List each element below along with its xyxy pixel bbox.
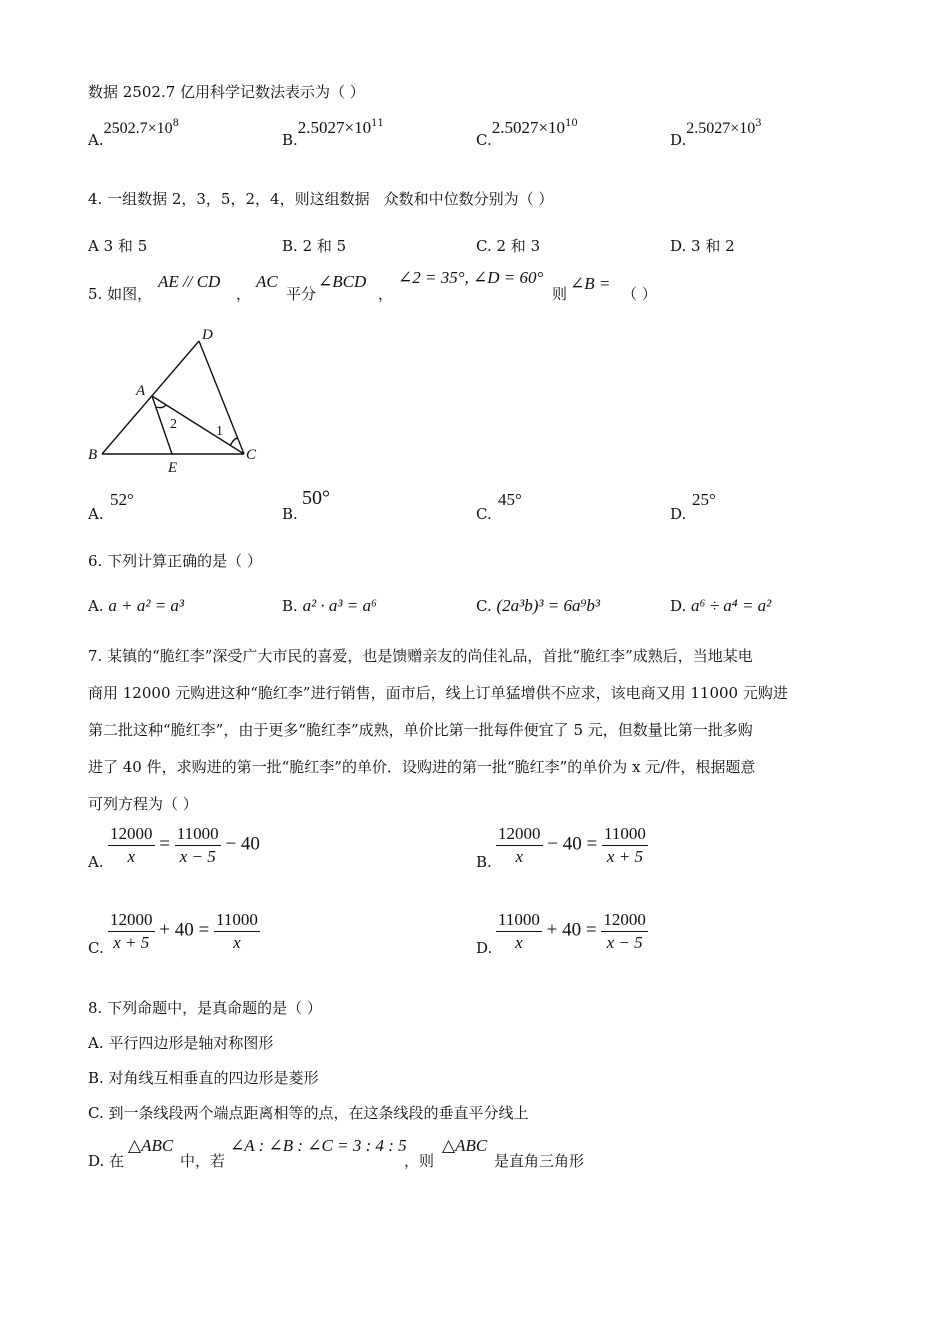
q8-stem: 8. 下列命题中，是真命题的是（ ） xyxy=(88,999,322,1017)
q8-option-d-tail: 是直角三角形 xyxy=(494,1152,585,1170)
label-b: B xyxy=(88,447,98,463)
q8-option-d-triangle-1: △ABC xyxy=(128,1136,174,1155)
q5-option-c-label: C. xyxy=(476,505,492,523)
q8-option-d-prefix: D. 在 xyxy=(88,1152,125,1170)
q5-option-d: 25° xyxy=(692,490,716,509)
q7-line-5: 可列方程为（ ） xyxy=(88,795,198,813)
q4-option-b: B. 2 和 5 xyxy=(282,237,347,255)
q8-option-c: C. 到一条线段两个端点距离相等的点，在这条线段的垂直平分线上 xyxy=(88,1104,529,1122)
q7-line-2: 商用 12000 元购进这种“脆红李”进行销售，面市后，线上订单猛增供不应求，该电商又用 11000 元购进 xyxy=(88,684,788,702)
q5-then: 则 xyxy=(552,285,568,303)
q5-ac: AC xyxy=(256,272,278,291)
q7-line-1: 7. 某镇的“脆红李”深受广大市民的喜爱，也是馈赠亲友的尚佳礼品，首批“脆红李”成熟后，当地某电 xyxy=(88,647,753,665)
q5-bisect: 平分 xyxy=(286,285,317,303)
q5-bcd: ∠BCD xyxy=(318,272,367,291)
q7-option-c-label: C. xyxy=(88,939,104,957)
q5-option-a-label: A. xyxy=(88,505,104,523)
q7-option-c: $\frac{12000}{x + 5}$ + 40 = $\frac{11000}{x}$ xyxy=(110,910,258,952)
q4-option-a: A 3 和 5 xyxy=(88,237,148,255)
q5-stem: 5. 如图， xyxy=(88,285,153,303)
q5-b-eq: ∠B = xyxy=(570,274,611,293)
q8-option-d-mid: 中，若 xyxy=(180,1152,226,1170)
q6-option-a: A. a + a² = a³ xyxy=(88,596,185,615)
label-angle-1: 1 xyxy=(216,424,223,439)
q4-option-d: D. 3 和 2 xyxy=(670,237,735,255)
q6-option-c: C. (2a³b)³ = 6a⁹b³ xyxy=(476,596,600,615)
q5-sep: ， xyxy=(236,285,252,303)
segment-bd xyxy=(102,341,199,454)
q8-option-d-then: ，则 xyxy=(404,1152,435,1170)
q3-option-d: $D.2.5027\times 10^3$ xyxy=(670,118,762,149)
q8-option-d-ratio: ∠A : ∠B : ∠C = 3 : 4 : 5 xyxy=(230,1136,407,1155)
q5-sep2: ， xyxy=(378,285,394,303)
q7-line-4: 进了 40 件，求购进的第一批“脆红李”的单价．设购进的第一批“脆红李”的单价为 x 元/件，根据题意 xyxy=(88,758,756,776)
q7-option-a-label: A. xyxy=(88,853,104,871)
label-angle-2: 2 xyxy=(170,417,177,432)
q7-line-3: 第二批这种“脆红李”，由于更多“脆红李”成熟，单价比第一批每件便宜了 5 元，但数量比第一批多购 xyxy=(88,721,753,739)
label-e: E xyxy=(168,460,178,476)
q7-option-b-label: B. xyxy=(476,853,492,871)
q3-option-b: $B.2.5027\times 10^{11}$ xyxy=(282,118,384,149)
label-a: A xyxy=(136,383,146,399)
q4-stem: 4. 一组数据 2，3，5，2，4，则这组数据 众数和中位数分别为（ ） xyxy=(88,190,554,208)
q5-option-d-label: D. xyxy=(670,505,687,523)
q6-option-d: D. a⁶ ÷ a⁴ = a² xyxy=(670,596,772,615)
q5-paren: （ ） xyxy=(622,285,657,303)
angle-arc-1 xyxy=(230,438,238,446)
segment-ae xyxy=(152,396,172,454)
q5-cond-angles: ∠2 = 35°, ∠D = 60° xyxy=(398,268,544,287)
q4-option-c: C. 2 和 3 xyxy=(476,237,541,255)
q5-cond-parallel: AE // CD xyxy=(158,272,221,291)
q5-triangle-figure xyxy=(84,320,274,480)
q5-option-c: 45° xyxy=(498,490,522,509)
label-d: D xyxy=(202,327,213,343)
q6-stem: 6. 下列计算正确的是（ ） xyxy=(88,552,262,570)
angle-arc-2 xyxy=(157,405,167,408)
q8-option-d-triangle-2: △ABC xyxy=(442,1136,488,1155)
q3-option-c: $C.2.5027\times 10^{10}$ xyxy=(476,118,578,149)
q5-option-b: 50° xyxy=(302,487,330,509)
q7-option-a: $\frac{12000}{x}$ = $\frac{11000}{x - 5}$ − 40 xyxy=(110,824,260,866)
q5-option-b-label: B. xyxy=(282,505,298,523)
q8-option-a: A. 平行四边形是轴对称图形 xyxy=(88,1034,274,1052)
q7-option-d: $\frac{11000}{x}$ + 40 = $\frac{12000}{x - 5}$ xyxy=(498,910,646,952)
q8-option-b: B. 对角线互相垂直的四边形是菱形 xyxy=(88,1069,319,1087)
q3-stem: 数据 2502.7 亿用科学记数法表示为（ ） xyxy=(88,83,365,101)
q3-option-a: $A.2502.7\times 10^8$ xyxy=(88,118,180,149)
q5-option-a: 52° xyxy=(110,490,134,509)
q7-option-d-label: D. xyxy=(476,939,493,957)
label-c: C xyxy=(246,447,257,463)
q7-option-b: $\frac{12000}{x}$ − 40 = $\frac{11000}{x + 5}$ xyxy=(498,824,646,866)
q6-option-b: B. a² · a³ = a⁶ xyxy=(282,596,377,615)
